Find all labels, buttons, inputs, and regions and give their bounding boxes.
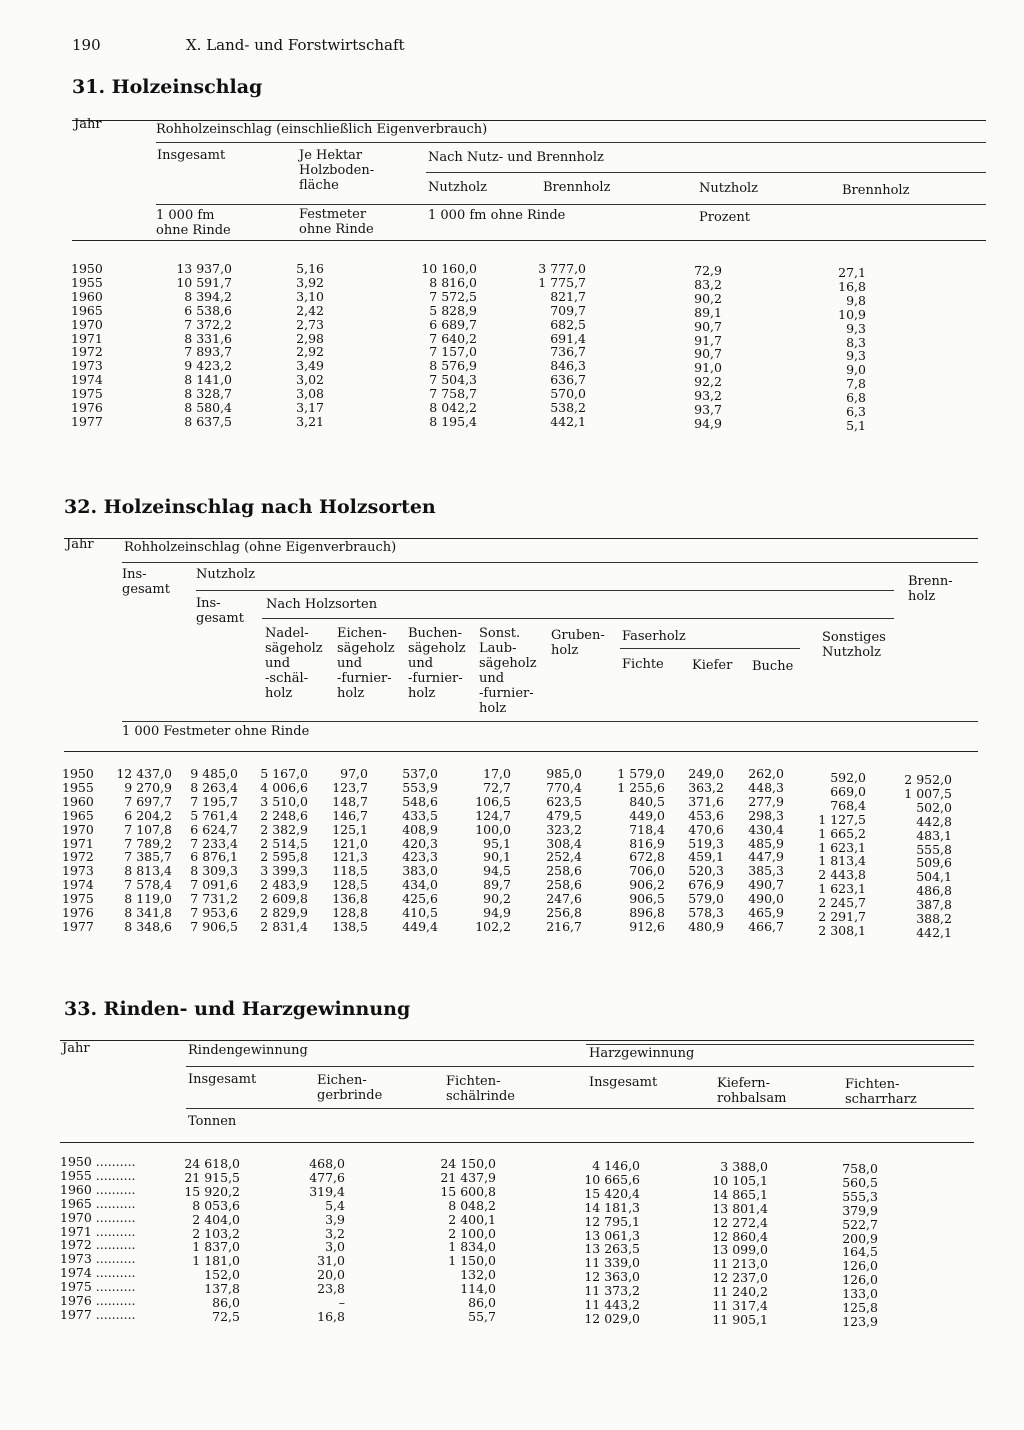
header-faserholz: Faserholz (622, 629, 686, 644)
rule (156, 142, 986, 143)
header-rohholz: Rohholzeinschlag (einschließlich Eigenverbrauch) (156, 122, 488, 137)
col-fichtenschaelrinde: 24 150,0 21 437,9 15 600,8 8 048,2 2 400,1 2 100,0 1 834,0 1 150,0 132,0 114,0 86,0 55,7 (440, 1156, 496, 1324)
header-je-hektar: Je Hektar Holzboden- fläche (299, 148, 375, 193)
header-fichtenscharrharz: Fichten- scharrharz (845, 1077, 917, 1107)
page-number: 190 (72, 36, 101, 54)
rule (186, 1066, 974, 1067)
header-rohholz: Rohholzeinschlag (ohne Eigenverbrauch) (124, 540, 397, 555)
table-32-title: 32. Holzeinschlag nach Holzsorten (64, 496, 436, 518)
header-harzgewinnung: Harzgewinnung (589, 1046, 695, 1061)
header-nutzholz-pct: Nutzholz (699, 181, 759, 196)
header-jahr: Jahr (66, 537, 94, 552)
unit-1000fm: 1 000 fm ohne Rinde (156, 208, 231, 238)
header-nach-holzsorten: Nach Holzsorten (266, 597, 378, 612)
header-harz-insgesamt: Insgesamt (589, 1075, 658, 1090)
chapter-title: X. Land- und Forstwirtschaft (186, 36, 405, 54)
header-brennholz: Brenn- holz (908, 574, 953, 604)
rule (72, 240, 986, 241)
header-rindengewinnung: Rindengewinnung (188, 1043, 308, 1058)
header-brennholz-pct: Brennholz (842, 183, 910, 198)
rule (426, 172, 986, 173)
col-eichen: 97,0 123,7 148,7 146,7 125,1 121,0 121,3 118,5 128,5 136,8 128,8 138,5 (332, 766, 368, 934)
header-nutzholz: Nutzholz (428, 180, 488, 195)
unit-prozent: Prozent (699, 210, 750, 225)
rule (156, 204, 986, 205)
rule (64, 751, 978, 752)
rule (620, 648, 800, 649)
rule (262, 618, 894, 619)
col-sonstiges: 592,0 669,0 768,4 1 127,5 1 665,2 1 623,1 1 813,4 2 443,8 1 623,1 2 245,7 2 291,7 2 308,1 (818, 770, 866, 938)
col-fichtenscharrharz: 758,0 560,5 555,3 379,9 522,7 200,9 164,5 126,0 126,0 133,0 125,8 123,9 (842, 1161, 878, 1329)
col-je-hektar: 5,16 3,92 3,10 2,42 2,73 2,98 2,92 3,49 3,02 3,08 3,17 3,21 (296, 261, 324, 429)
header-insgesamt: Ins- gesamt (122, 567, 170, 597)
col-brennholz-pct: 27,1 16,8 9,8 10,9 9,3 8,3 9,3 9,0 7,8 6,8 6,3 5,1 (838, 265, 866, 433)
header-fichtenschaelrinde: Fichten- schälrinde (446, 1074, 515, 1104)
col-jahr: 1950 1955 1960 1965 1970 1971 1972 1973 1974 1975 1976 1977 (62, 766, 94, 934)
col-harz-insgesamt: 4 146,0 10 665,6 15 420,4 14 181,3 12 795,1 13 061,3 13 263,5 11 339,0 12 363,0 11 373,2 11 443,2 12 029,0 (584, 1158, 640, 1326)
col-kiefernrohbalsam: 3 388,0 10 105,1 14 865,1 13 801,4 12 272,4 12 860,4 13 099,0 11 213,0 12 237,0 11 240,2 11 317,4 11 905,1 (712, 1159, 768, 1327)
header-nutz-insgesamt: Ins- gesamt (196, 596, 244, 626)
header-buche: Buche (752, 659, 794, 674)
header-nutzholz: Nutzholz (196, 567, 256, 582)
col-nutzholz: 10 160,0 8 816,0 7 572,5 5 828,9 6 689,7 7 640,2 7 157,0 8 576,9 7 504,3 7 758,7 8 042,2 8 195,4 (421, 261, 477, 429)
header-eichengerbrinde: Eichen- gerbrinde (317, 1073, 383, 1103)
col-jahr: 1950 .......... 1955 .......... 1960 .......... 1965 .......... 1970 .......... 1971 .......... 1972 .......... 1973 .......... 1974 .......... 1975 .......... 1976 .......... 1977 .......... (60, 1154, 136, 1322)
header-jahr: Jahr (74, 117, 102, 132)
col-eichengerbrinde: 468,0 477,6 319,4 5,4 3,9 3,2 3,0 31,0 20,0 23,8 – 16,8 (309, 1156, 345, 1324)
header-nadel: Nadel- sägeholz und -schäl- holz (265, 626, 323, 701)
col-insgesamt: 12 437,0 9 270,9 7 697,7 6 204,2 7 107,8 7 789,2 7 385,7 8 813,4 7 578,4 8 119,0 8 341,8 8 348,6 (116, 766, 172, 934)
header-sonst-laub: Sonst. Laub- sägeholz und -furnier- holz (479, 626, 537, 716)
rule (60, 1040, 974, 1041)
rule (586, 1044, 974, 1045)
col-kiefer: 249,0 363,2 371,6 453,6 470,6 519,3 459,1 520,3 676,9 579,0 578,3 480,9 (688, 766, 724, 934)
rule (186, 1108, 974, 1109)
rule (64, 538, 978, 539)
header-rinden-insgesamt: Insgesamt (188, 1072, 257, 1087)
col-nutzholz-pct: 72,9 83,2 90,2 89,1 90,7 91,7 90,7 91,0 92,2 93,2 93,7 94,9 (694, 263, 722, 431)
unit-festmeter: Festmeter ohne Rinde (299, 207, 374, 237)
header-buchen: Buchen- sägeholz und -furnier- holz (408, 626, 466, 701)
rule (122, 562, 978, 563)
rule (72, 120, 986, 121)
col-nadel: 5 167,0 4 006,6 3 510,0 2 248,6 2 382,9 2 514,5 2 595,8 3 399,3 2 483,9 2 609,8 2 829,9 2 831,4 (260, 766, 308, 934)
col-rinden-insgesamt: 24 618,0 21 915,5 15 920,2 8 053,6 2 404,0 2 103,2 1 837,0 1 181,0 152,0 137,8 86,0 72,5 (184, 1156, 240, 1324)
header-jahr: Jahr (62, 1041, 90, 1056)
col-fichte: 1 579,0 1 255,6 840,5 449,0 718,4 816,9 672,8 706,0 906,2 906,5 896,8 912,6 (617, 766, 665, 934)
header-insgesamt: Insgesamt (157, 148, 226, 163)
unit-1000-festmeter: 1 000 Festmeter ohne Rinde (122, 724, 310, 739)
header-kiefer: Kiefer (692, 658, 733, 673)
col-grubenholz: 985,0 770,4 623,5 479,5 323,2 308,4 252,4 258,6 258,6 247,6 256,8 216,7 (546, 766, 582, 934)
col-jahr: 1950 1955 1960 1965 1970 1971 1972 1973 1974 1975 1976 1977 (71, 261, 103, 429)
col-buchen: 537,0 553,9 548,6 433,5 408,9 420,3 423,3 383,0 434,0 425,6 410,5 449,4 (402, 766, 438, 934)
rule (196, 590, 894, 591)
header-kiefernrohbalsam: Kiefern- rohbalsam (717, 1076, 787, 1106)
col-brennholz: 3 777,0 1 775,7 821,7 709,7 682,5 691,4 736,7 846,3 636,7 570,0 538,2 442,1 (538, 261, 586, 429)
header-nutz-brenn: Nach Nutz- und Brennholz (428, 150, 604, 165)
col-sonst-laub: 17,0 72,7 106,5 124,7 100,0 95,1 90,1 94,5 89,7 90,2 94,9 102,2 (475, 766, 511, 934)
rule (122, 721, 978, 722)
unit-tonnen: Tonnen (188, 1114, 237, 1129)
col-insgesamt: 13 937,0 10 591,7 8 394,2 6 538,6 7 372,2 8 331,6 7 893,7 9 423,2 8 141,0 8 328,7 8 580,4 8 637,5 (176, 261, 232, 429)
header-brennholz: Brennholz (543, 180, 611, 195)
header-fichte: Fichte (622, 657, 664, 672)
header-grubenholz: Gruben- holz (551, 628, 605, 658)
unit-1000fm-2: 1 000 fm ohne Rinde (428, 208, 566, 223)
header-sonstiges: Sonstiges Nutzholz (822, 630, 886, 660)
table-33-title: 33. Rinden- und Harzgewinnung (64, 998, 411, 1020)
rule (60, 1142, 974, 1143)
col-nutz-insgesamt: 9 485,0 8 263,4 7 195,7 5 761,4 6 624,7 7 233,4 6 876,1 8 309,3 7 091,6 7 731,2 7 953,6 7 906,5 (190, 766, 238, 934)
col-buche: 262,0 448,3 277,9 298,3 430,4 485,9 447,9 385,3 490,7 490,0 465,9 466,7 (748, 766, 784, 934)
col-brennholz: 2 952,0 1 007,5 502,0 442,8 483,1 555,8 509,6 504,1 486,8 387,8 388,2 442,1 (904, 772, 952, 940)
header-eichen: Eichen- sägeholz und -furnier- holz (337, 626, 395, 701)
table-31-title: 31. Holzeinschlag (72, 76, 263, 98)
